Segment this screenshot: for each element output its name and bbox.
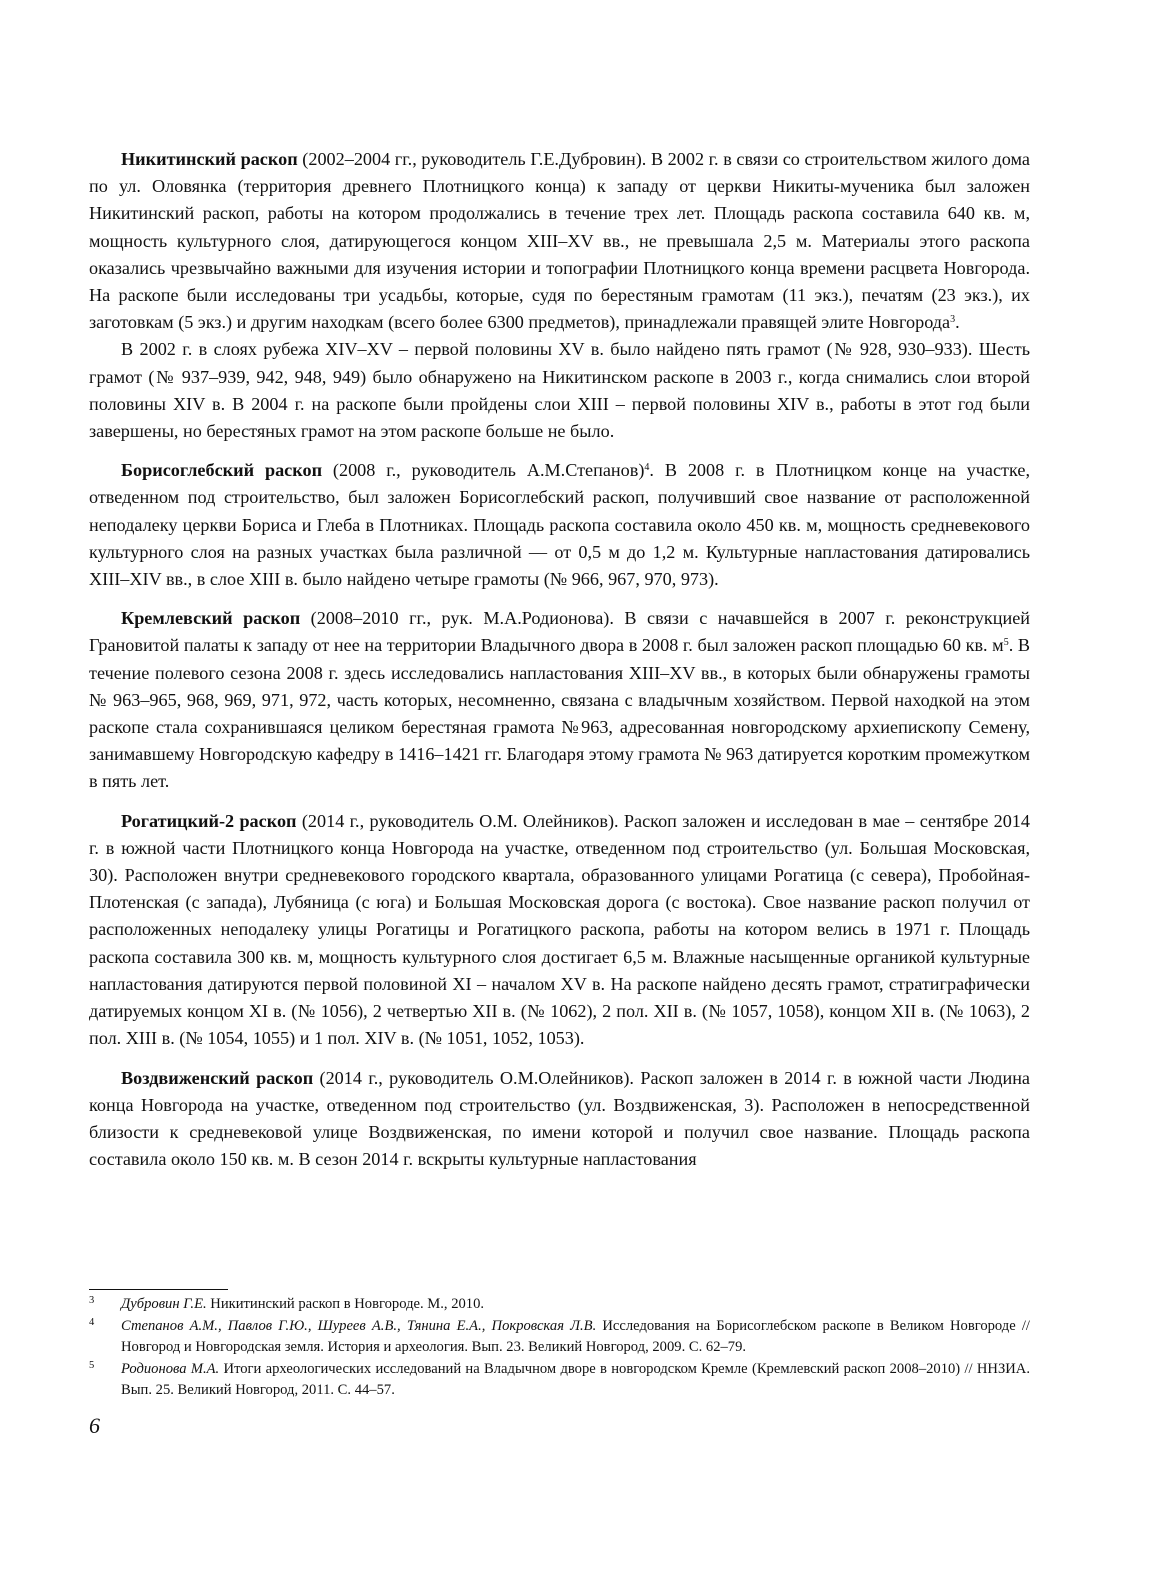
footnote-authors: Дубровин Г.Е.	[121, 1296, 207, 1312]
excavation-title: Кремлевский раскоп	[121, 608, 301, 629]
footnote-ref-4[interactable]: 4	[644, 462, 650, 474]
paragraph-nikitinsky: Никитинский раскоп (2002–2004 гг., руководитель Г.Е.Дубровин). В 2002 г. в связи со строительством жилого дома по ул. Оловянка (территория древнего Плотницкого конца) к западу от церкви Никиты-мученика был заложен Никитинский раскоп, работы на котором продолжались в течение трех лет. Площадь раскопа составила 640 кв. м, мощность культурного слоя, датирующегося концом XIII–XV вв., не превышала 2,5 м. Материалы этого раскопа оказались чрезвычайно важными для изучения истории и топографии Плотницкого конца времени расцвета Новгорода. На раскопе были исследованы три усадьбы, которые, судя по берестяным грамотам (11 экз.), печатям (23 экз.), их заготовкам (5 экз.) и другим находкам (всего более 6300 предметов), принадлежали правящей элите Новгорода$^3$.	[89, 149, 1030, 333]
paragraph-vozdvizhensky: Воздвиженский раскоп (2014 г., руководитель О.М.Олейников). Раскоп заложен в 2014 г. в южной части Людина конца Новгорода на участке, отведенном под строительство (ул. Воздвиженская, 3). Расположен в непосредственной близости к средневековой улице Воздвиженская, по имени которой и получил свое название. Площадь раскопа составила около 150 кв. м. В сезон 2014 г. вскрыты культурные напластования	[89, 1067, 1030, 1170]
footnote-number: 3	[89, 1295, 95, 1306]
footnote-4: 4 Степанов А.М., Павлов Г.Ю., Шуреев А.В., Тянина Е.А., Покровская Л.В. Исследования на Борисоглебском раскопе в Великом Новгороде // Новгород и Новгородская земля. История и археология. Вып. 23. Великий Новгород, 2009. С. 62–79.	[89, 1316, 1030, 1357]
excavation-title: Борисоглебский раскоп	[121, 460, 323, 481]
footnote-divider	[89, 1289, 228, 1290]
excavation-title: Никитинский раскоп	[121, 149, 298, 169]
main-text	[89, 146, 1030, 1173]
footnote-ref-5[interactable]: 5	[1003, 637, 1009, 649]
footnote-5: 5 Родионова М.А. Итоги археологических исследований на Владычном дворе в новгородском Кремле (Кремлевский раскоп 2008–2010) // НHЗИА. Вып. 25. Великий Новгород, 2011. С. 44–57.	[89, 1359, 1030, 1400]
paragraph-kremlevsky: Кремлевский раскоп (2008–2010 гг., рук. М.А.Родионова). В связи с начавшейся в 2007 г. реконструкцией Грановитой палаты к западу от нее на территории Владычного двора в 2008 г. был заложен раскоп площадью 60 кв. $м^5$. В течение полевого сезона 2008 г. здесь исследовались напластования XIII–XV вв., в которых были обнаружены грамоты № 963–965, 968, 969, 971, 972, часть которых, несомненно, связана с владычным хозяйством. Первой находкой на этом раскопе стала сохранившаяся целиком берестяная грамота №963, адресованная новгородскому архиепископу Семену, занимавшему Новгородскую кафедру в 1416–1421 гг. Благодаря этому грамота № 963 датируется коротким промежутком в пять лет.	[89, 608, 1030, 792]
footnote-ref-3[interactable]: 3	[950, 314, 956, 326]
paragraph-nikitinsky-finds: В 2002 г. в слоях рубежа XIV–XV – первой половины XV в. было найдено пять грамот (№ 928, 930–933). Шесть грамот (№ 937–939, 942, 948, 949) было обнаружено на Никитинском раскопе в 2003 г., когда снимались слои второй половины XIV в. В 2004 г. на раскопе были пройдены слои XIII – первой половины XIV в., работы в этот год были завершены, но берестяных грамот на этом раскопе больше не было.	[89, 339, 1030, 442]
paragraph-borisoglebsky: Борисоглебский раскоп (2008 г., руководитель А.М.Степанов)$^4$. В 2008 г. в Плотницком конце на участке, отведенном под строительство, был заложен Борисоглебский раскоп, получивший свое название от расположенной неподалеку церкви Бориса и Глеба в Плотниках. Площадь раскопа составила около 450 кв. м, мощность средневекового культурного слоя на разных участках была различной — от 0,5 м до 1,2 м. Культурные напластования датировались XIII–XIV вв., в слое XIII в. было найдено четыре грамоты (№ 966, 967, 970, 973).	[89, 460, 1031, 590]
footnote-authors: Родионова М.А.	[121, 1361, 220, 1378]
footnotes	[89, 1294, 1030, 1402]
footnote-authors: Степанов А.М., Павлов Г.Ю., Шуреев А.В., Тянина Е.А., Покровская Л.В.	[121, 1318, 597, 1335]
footnote-number: 4	[89, 1317, 95, 1329]
excavation-title: Воздвиженский раскоп	[121, 1067, 314, 1088]
paragraph-rogatitsky-2: Рогатицкий-2 раскоп (2014 г., руководитель О.М. Олейников). Раскоп заложен и исследован в мае – сентябре 2014 г. в южной части Плотницкого конца Новгорода на участке, отведенном под строительство (ул. Большая Московская, 30). Расположен внутри средневекового городского квартала, образованного улицами Рогатица (с севера), Пробойная-Плотенская (с запада), Лубяница (с юга) и Большая Московская дорога (с востока). Свое название раскоп получил от расположенных неподалеку улицы Рогатицы и Рогатицкого раскопа, работы на котором велись в 1971 г. Площадь раскопа составила 300 кв. м, мощность культурного слоя достигает 6,5 м. Влажные насыщенные органикой культурные напластования датируются первой половиной XI – началом XV в. На раскопе найдено десять грамот, стратиграфически датируемых концом XI в. (№ 1056), 2 четвертью XII в. (№ 1062), 2 пол. XII в. (№ 1057, 1058), концом XII в. (№ 1063), 2 пол. XIII в. (№ 1054, 1055) и 1 пол. XIV в. (№ 1051, 1052, 1053).	[89, 810, 1030, 1049]
excavation-title: Рогатицкий-2 раскоп	[121, 810, 297, 831]
page-number: 6	[89, 1413, 100, 1438]
footnote-3: 3 Дубровин Г.Е. Никитинский раскоп в Новгороде. М., 2010.	[89, 1294, 1030, 1314]
footnote-number: 5	[89, 1360, 95, 1372]
